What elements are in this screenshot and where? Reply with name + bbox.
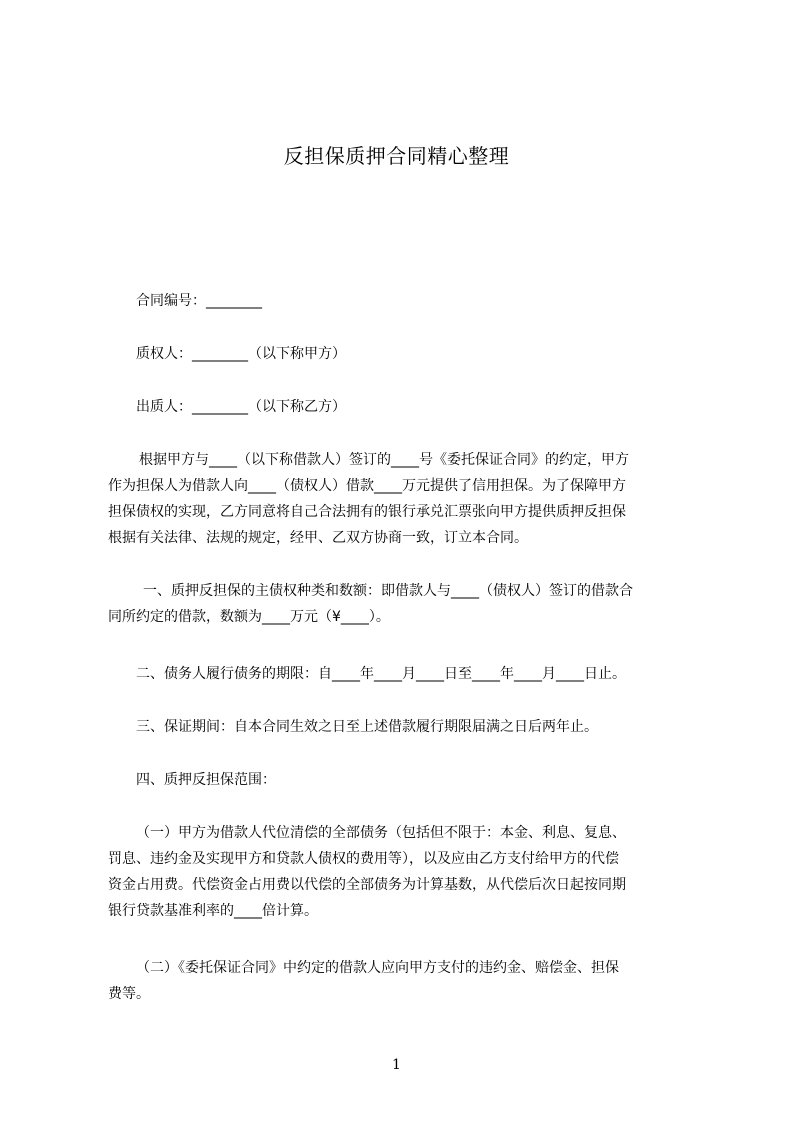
intro-line: 作为担保人为借款人向____（债权人）借款____万元提供了信用担保。为了保障甲方 [108,478,626,494]
clause-2: 二、债务人履行债务的期限：自____年____月____日至____年____月____日止。 [136,666,626,682]
clause-4-item-1-line: （一）甲方为借款人代位清偿的全部债务（包括但不限于：本金、利息、复息、 [136,825,626,841]
clause-1-line: 一、质押反担保的主债权种类和数额：即借款人与____（债权人）签订的借款合 [143,583,633,599]
clause-3: 三、保证期间：自本合同生效之日至上述借款履行期限届满之日后两年止。 [136,719,598,735]
clause-4-item-2-line: （二）《委托保证合同》中约定的借款人应向甲方支付的违约金、赔偿金、担保 [136,960,619,976]
clause-1-line: 同所约定的借款，数额为____万元（¥____）。 [108,609,390,625]
clause-4-heading: 四、质押反担保范围： [136,772,276,788]
clause-4-item-1-line: 罚息、违约金及实现甲方和贷款人债权的费用等），以及应由乙方支付给甲方的代偿 [108,851,619,867]
intro-line: 担保债权的实现，乙方同意将自己合法拥有的银行承兑汇票张向甲方提供质押反担保 [108,504,626,520]
pledgor-field: 出质人：________（以下称乙方） [136,399,346,415]
clause-1 [108,578,698,630]
intro-paragraph [108,447,698,551]
page-number: 1 [392,1057,401,1073]
clause-4-item-2-line: 费等。 [108,986,150,1002]
pledgee-field: 质权人：________（以下称甲方） [136,346,346,362]
document-title: 反担保质押合同精心整理 [283,144,510,168]
intro-line: 根据有关法律、法规的规定，经甲、乙双方协商一致，订立本合同。 [108,530,528,546]
contract-number-field: 合同编号：________ [136,293,262,309]
clause-4-item-1 [108,820,698,924]
clause-4-item-2 [108,955,698,1007]
clause-4-item-1-line: 银行贷款基准利率的____倍计算。 [108,903,318,919]
intro-line: 根据甲方与____（以下称借款人）签订的____号《委托保证合同》的约定，甲方 [139,452,629,468]
clause-4-item-1-line: 资金占用费。代偿资金占用费以代偿的全部债务为计算基数，从代偿后次日起按同期 [108,877,626,893]
